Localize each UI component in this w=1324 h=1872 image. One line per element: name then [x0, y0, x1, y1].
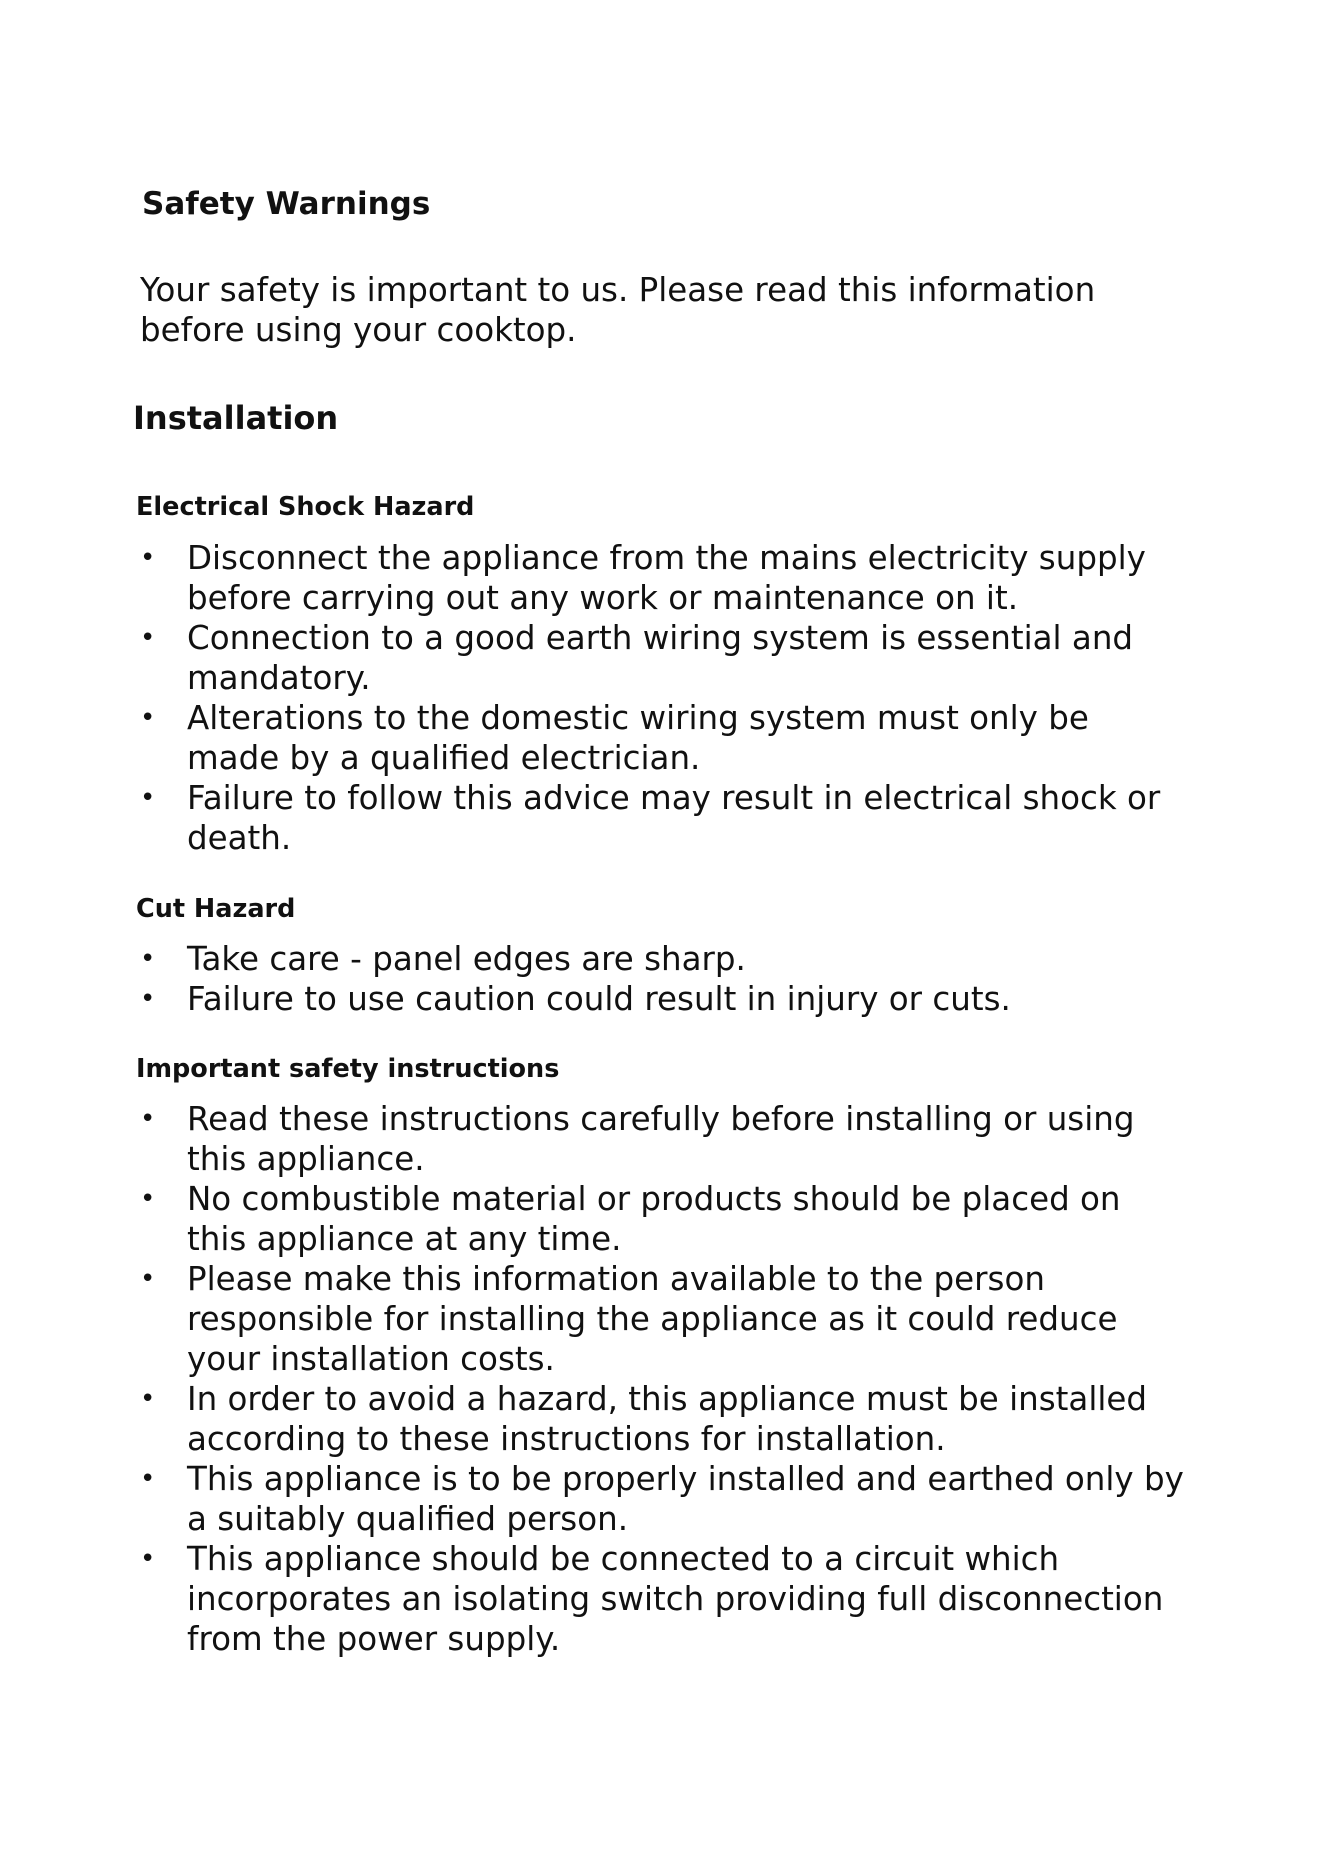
cut-hazard-list [136, 939, 1316, 1019]
electrical-hazard-list [136, 538, 1316, 858]
list-item [136, 1459, 1316, 1539]
list-item-text: Please make this information available to the person responsible for installing the appliance as it could reduce your installation costs. [187, 1260, 1118, 1378]
list-item [136, 1379, 1316, 1459]
bullet-icon: • [140, 1464, 156, 1494]
list-item-text: Failure to follow this advice may result in electrical shock or death. [187, 779, 1161, 857]
subsection-heading-cut: Cut Hazard [136, 894, 296, 924]
bullet-icon: • [140, 1184, 156, 1214]
list-item [136, 1179, 1316, 1259]
list-item-text: Failure to use caution could result in injury or cuts. [187, 980, 1011, 1018]
page-title: Safety Warnings [142, 186, 431, 222]
list-item [136, 1539, 1316, 1659]
list-item [136, 618, 1316, 698]
list-item [136, 939, 1316, 979]
bullet-icon: • [140, 623, 156, 653]
list-item [136, 538, 1316, 618]
list-item [136, 1259, 1316, 1379]
bullet-icon: • [140, 1104, 156, 1134]
bullet-icon: • [140, 543, 156, 573]
section-heading-installation: Installation [133, 399, 339, 437]
intro-paragraph: Your safety is important to us. Please read this information before using your cooktop. [140, 271, 1096, 349]
list-item-text: No combustible material or products should be placed on this appliance at any time. [187, 1180, 1121, 1258]
list-item-text: This appliance should be connected to a circuit which incorporates an isolating switch providing full disconnection from the power supply. [187, 1540, 1164, 1658]
safety-instructions-list [136, 1099, 1316, 1659]
bullet-icon: • [140, 1544, 156, 1574]
list-item-text: In order to avoid a hazard, this appliance must be installed according to these instructions for installation. [187, 1380, 1148, 1458]
bullet-icon: • [140, 703, 156, 733]
list-item [136, 1099, 1316, 1179]
list-item-text: Take care - panel edges are sharp. [187, 940, 746, 978]
list-item [136, 979, 1316, 1019]
bullet-icon: • [140, 1264, 156, 1294]
bullet-icon: • [140, 1384, 156, 1414]
subsection-heading-safety-instructions: Important safety instructions [136, 1054, 560, 1084]
list-item-text: Read these instructions carefully before installing or using this appliance. [187, 1100, 1135, 1178]
bullet-icon: • [140, 944, 156, 974]
list-item-text: This appliance is to be properly installed and earthed only by a suitably qualified person. [187, 1460, 1184, 1538]
list-item-text: Connection to a good earth wiring system is essential and mandatory. [187, 619, 1134, 697]
list-item [136, 778, 1316, 858]
list-item [136, 698, 1316, 778]
list-item-text: Disconnect the appliance from the mains electricity supply before carrying out any work or maintenance on it. [187, 539, 1146, 617]
bullet-icon: • [140, 984, 156, 1014]
bullet-icon: • [140, 783, 156, 813]
list-item-text: Alterations to the domestic wiring system must only be made by a qualified electrician. [187, 699, 1089, 777]
subsection-heading-electrical: Electrical Shock Hazard [136, 492, 475, 522]
